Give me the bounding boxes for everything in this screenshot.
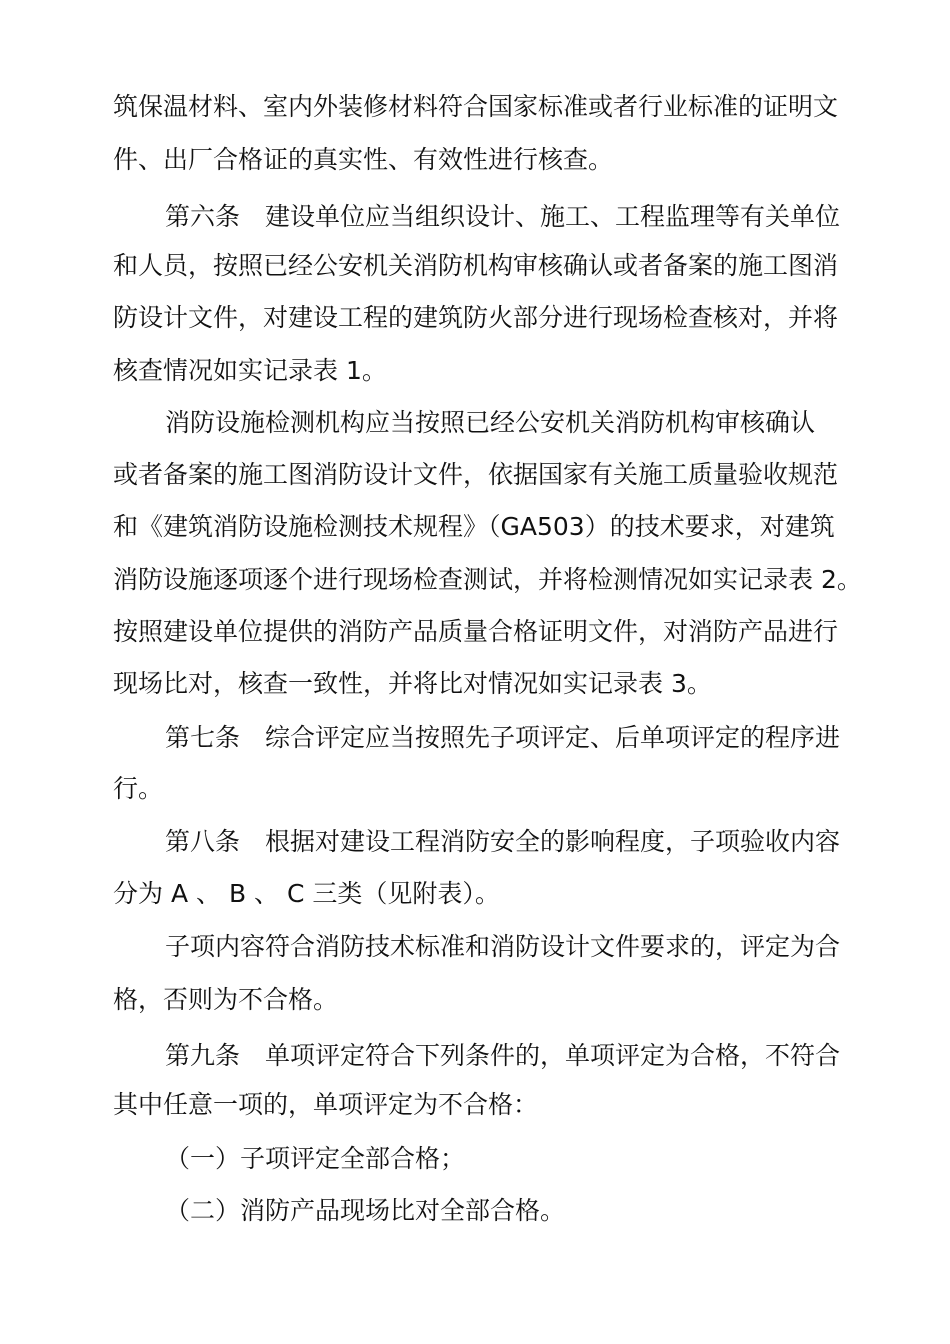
- paragraph-start-line: 子项内容符合消防技术标准和消防设计文件要求的，评定为合: [165, 932, 841, 961]
- article-6-heading-line: 第六条 建设单位应当组织设计、施工、工程监理等有关单位: [165, 202, 841, 231]
- text-line: 消防设施逐项逐个进行现场检查测试，并将检测情况如实记录表 2。: [113, 565, 862, 594]
- text-line: 按照建设单位提供的消防产品质量合格证明文件，对消防产品进行: [113, 617, 839, 646]
- text-line: 现场比对，核查一致性，并将比对情况如实记录表 3。: [113, 669, 712, 698]
- text-line: 筑保温材料、室内外装修材料符合国家标准或者行业标准的证明文: [113, 92, 839, 121]
- text-line: 和《建筑消防设施检测技术规程》（GA503）的技术要求，对建筑: [113, 512, 835, 541]
- text-line: 其中任意一项的，单项评定为不合格：: [113, 1090, 539, 1119]
- text-line: 和人员，按照已经公安机关消防机构审核确认或者备案的施工图消: [113, 251, 839, 280]
- text-line: 核查情况如实记录表 1。: [113, 356, 387, 385]
- paragraph-start-line: 消防设施检测机构应当按照已经公安机关消防机构审核确认: [165, 408, 816, 437]
- text-line: 件、出厂合格证的真实性、有效性进行核查。: [113, 145, 614, 174]
- article-9-heading-line: 第九条 单项评定符合下列条件的，单项评定为合格，不符合: [165, 1041, 841, 1070]
- list-item-1: （一）子项评定全部合格；: [165, 1144, 466, 1173]
- article-7-heading-line: 第七条 综合评定应当按照先子项评定、后单项评定的程序进: [165, 723, 841, 752]
- text-line: 分为 A 、 B 、 C 三类（见附表）。: [113, 879, 500, 908]
- text-line: 或者备案的施工图消防设计文件，依据国家有关施工质量验收规范: [113, 460, 839, 489]
- list-item-2: （二）消防产品现场比对全部合格。: [165, 1196, 566, 1225]
- text-line: 行。: [113, 774, 164, 803]
- text-line: 格，否则为不合格。: [113, 985, 339, 1014]
- text-line: 防设计文件，对建设工程的建筑防火部分进行现场检查核对，并将: [113, 303, 839, 332]
- article-8-heading-line: 第八条 根据对建设工程消防安全的影响程度，子项验收内容: [165, 827, 841, 856]
